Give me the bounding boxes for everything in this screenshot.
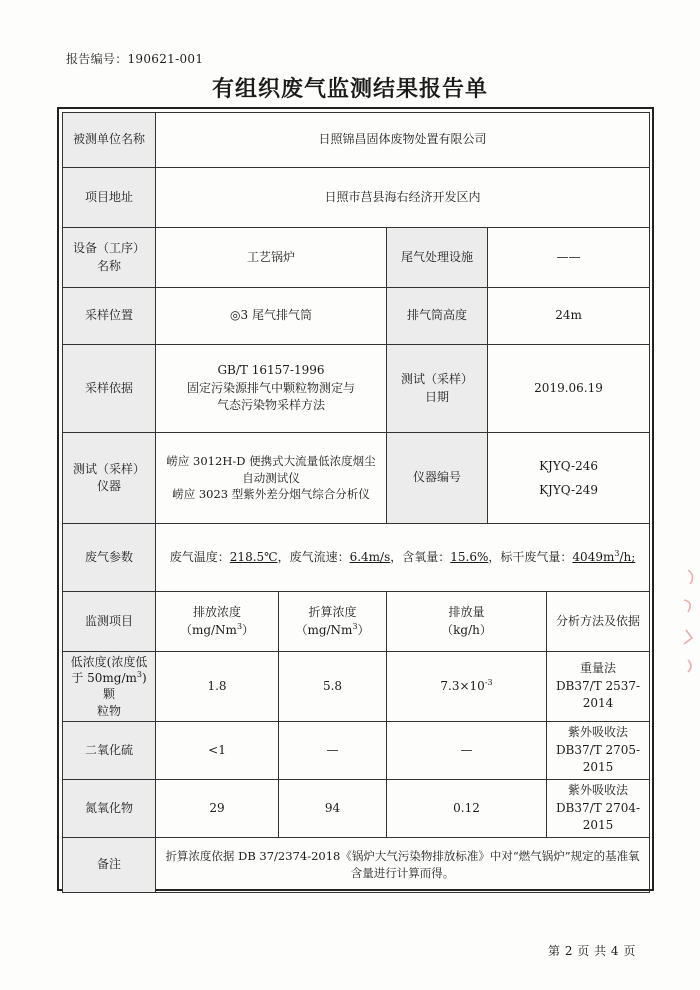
hdr-conc: [156, 592, 279, 652]
hdr-method: 分析方法及依据: [547, 592, 650, 652]
params-label: 废气参数: [63, 524, 156, 592]
table-row: [63, 721, 650, 779]
position-label: 采样位置: [63, 288, 156, 345]
position-value: ◎3 尾气排气筒: [156, 288, 387, 345]
row-instrument: [63, 433, 650, 524]
test-date-value: 2019.06.19: [488, 345, 650, 433]
params-value: [156, 524, 650, 592]
r2-method-line2: DB37/T 2705-2015: [555, 742, 641, 774]
r1-item-line2: [67, 670, 151, 702]
row-position: [63, 288, 650, 345]
flow-label: ，标干废气量：: [488, 550, 573, 565]
hdr-conv-line2: [283, 621, 382, 639]
hdr-conc-sup: 3: [236, 622, 243, 631]
instrument-value: [156, 433, 387, 524]
basis-label: 采样依据: [63, 345, 156, 433]
r2-conv: —: [279, 721, 387, 779]
basis-line1: GB/T 16157-1996: [217, 363, 325, 378]
treatment-value: ——: [488, 228, 650, 288]
test-date-label-line2: 日期: [424, 389, 449, 404]
equipment-label: [63, 228, 156, 288]
velocity-value: 6.4m/s: [349, 550, 391, 565]
hdr-rate-line2: （kg/h）: [441, 622, 492, 637]
row-basis: [63, 345, 650, 433]
table-row: [63, 652, 650, 722]
r2-method-line1: 紫外吸收法: [568, 725, 629, 740]
address-value: 日照市莒县海右经济开发区内: [156, 168, 650, 228]
red-seal-fragment: [678, 560, 700, 690]
row-params: [63, 524, 650, 592]
table-row: [63, 779, 650, 837]
oxygen-value: 15.6%: [450, 550, 489, 565]
hdr-rate: [387, 592, 547, 652]
treatment-label: 尾气处理设施: [387, 228, 488, 288]
instrument-id-label: 仪器编号: [387, 433, 488, 524]
basis-line2: 固定污染源排气中颗粒物测定与: [186, 380, 355, 395]
hdr-item: 监测项目: [63, 592, 156, 652]
hdr-conv-text: （mg/Nm: [295, 623, 353, 637]
hdr-conv: [279, 592, 387, 652]
r2-item: 二氧化硫: [63, 721, 156, 779]
report-title: 有组织废气监测结果报告单: [211, 77, 488, 102]
r1-item-line1: 低浓度(浓度低: [70, 655, 148, 669]
r3-method-line1: 紫外吸收法: [568, 783, 629, 798]
instrument-id-2: KJYQ-249: [539, 483, 598, 497]
equipment-label-line2: 名称: [96, 258, 121, 273]
test-date-label: [387, 345, 488, 433]
temp-label: 废气温度：: [169, 550, 230, 565]
hdr-conc-text: 排放浓度（mg/Nm: [179, 604, 241, 637]
hdr-conc-tail: ）: [242, 623, 255, 637]
velocity-label: ，废气流速：: [277, 550, 350, 565]
equipment-label-line1: 设备（工序）: [72, 241, 145, 256]
r3-conc: 29: [156, 779, 279, 837]
r1-item-2b: )颗: [102, 671, 147, 702]
instrument-line3: 崂应 3023 型紫外差分烟气综合分析仪: [172, 487, 370, 502]
stack-height-label: 排气筒高度: [387, 288, 488, 345]
flow-tail: /h;: [619, 550, 636, 565]
hdr-rate-line1: 排放量: [448, 605, 485, 620]
r2-conc: <1: [156, 721, 279, 779]
r1-item-2a: 于 50mg/m: [71, 671, 137, 686]
r1-method-line1: 重量法: [580, 661, 617, 676]
r1-method: [547, 652, 650, 722]
r3-item: 氮氧化物: [63, 779, 156, 837]
r3-conv: 94: [279, 779, 387, 837]
r1-rate-sup: -3: [484, 678, 493, 688]
flow-value: [572, 550, 635, 564]
instrument-line1: 崂应 3012H-D 便携式大流量低浓度烟尘: [166, 453, 376, 468]
instrument-id-1: KJYQ-246: [539, 459, 598, 473]
unit-value: 日照锦昌固体废物处置有限公司: [156, 113, 650, 168]
instrument-label-line2: 仪器: [96, 479, 121, 493]
r1-item-sup: 3: [136, 670, 142, 680]
r1-item: [63, 652, 156, 722]
stack-height-value: 24m: [488, 288, 650, 345]
row-address: [63, 168, 650, 228]
address-label: 项目地址: [63, 168, 156, 228]
r1-method-line2: DB37/T 2537-2014: [555, 678, 641, 711]
basis-line3: 气态污染物采样方法: [216, 398, 325, 413]
r2-rate: —: [387, 721, 547, 779]
hdr-conv-tail: ）: [357, 623, 370, 637]
r1-conv: 5.8: [279, 652, 387, 722]
instrument-id-value: [488, 433, 650, 524]
instrument-label-line1: 测试（采样）: [72, 461, 145, 476]
equipment-value: 工艺锅炉: [156, 228, 387, 288]
r1-rate-base: 7.3×10: [440, 679, 485, 694]
monitor-header-row: [63, 592, 650, 652]
instrument-label: [63, 433, 156, 524]
row-equipment: [63, 228, 650, 288]
r3-rate: 0.12: [387, 779, 547, 837]
note-label: 备注: [63, 837, 156, 892]
test-date-label-line1: 测试（采样）: [400, 372, 473, 387]
report-table: [62, 112, 650, 893]
temp-value: 218.5℃: [229, 550, 278, 565]
r2-method: [547, 721, 650, 779]
report-number: 报告编号：190621-001: [66, 52, 204, 66]
instrument-line2: 自动测试仪: [242, 470, 300, 485]
r3-method-line2: DB37/T 2704-2015: [555, 800, 641, 832]
flow-sup: 3: [614, 549, 620, 559]
row-unit: [63, 113, 650, 168]
unit-label: 被测单位名称: [63, 113, 156, 168]
page-indicator: 第 2 页 共 4 页: [548, 944, 636, 958]
basis-value: [156, 345, 387, 433]
r1-conc: 1.8: [156, 652, 279, 722]
oxygen-label: ，含氧量：: [390, 550, 451, 565]
hdr-conv-sup: 3: [352, 622, 358, 631]
note-text: 折算浓度依据 DB 37/2374-2018《锅炉大气污染物排放标准》中对“燃气锅炉”规定的基准氧含量进行计算而得。: [156, 837, 650, 892]
r1-rate: [387, 652, 547, 722]
r1-item-line3: 粒物: [96, 703, 121, 718]
r3-method: [547, 779, 650, 837]
row-note: [63, 837, 650, 892]
flow-number: 4049m: [572, 550, 615, 565]
hdr-conv-line1: 折算浓度: [308, 604, 357, 619]
